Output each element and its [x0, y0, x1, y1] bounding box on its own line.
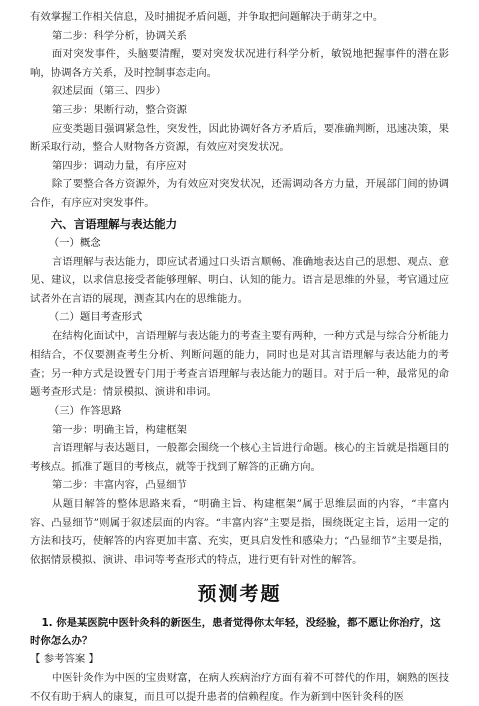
answer-label: 【 参考答案 】: [30, 653, 99, 666]
subsection-title: （三）作答思路: [48, 404, 122, 417]
step-heading: 第一步：明确主旨，构建框架: [51, 423, 187, 436]
subsection-title: （一）概念: [48, 236, 101, 249]
step-heading: 第二步：科学分析，协调关系: [51, 29, 187, 42]
paragraph: 从题目解答的整体思路来看，“明确主旨、构建框架”属于思维层面的内容，“丰富内容、凸显细节”则属于叙述层面的内容。“丰富内容”主要是指，围绕既定主旨，运用一定的方法和技巧，使解答的内容更加丰富、充实，更具启发性和感染力；“凸显细节”主要是指，依据情景模拟、演讲、串词等考查形式的特点，进行更有针对性的解答。: [30, 498, 449, 566]
section-title: 六、言语理解与表达能力: [50, 216, 178, 231]
paragraph: 应变类题目强调紧急性，突发性，因此协调好各方矛盾后，要准确判断，迅速决策，果断采取行动，整合人财物各方资源，有效应对突发状况。: [30, 122, 449, 154]
paragraph: 除了要整合各方资源外，为有效应对突发状况，还需调动各方力量，开展部门间的协调合作，有序应对突发事件。: [30, 178, 449, 209]
text-line: 有效掌握工作相关信息，及时捕捉矛盾问题，并争取把问题解决于萌芽之中。: [30, 11, 384, 23]
step-heading: 第四步：调动力量，有序应对: [51, 159, 187, 172]
subsection-title: （二）题目考查形式: [48, 311, 143, 324]
paragraph: 言语理解与表达能力，即应试者通过口头语言顺畅、准确地表达自己的思想、观点、意见、建议，以求信息接受者能够理解、明白、认知的能力。语言是思维的外显，考官通过应试者外在言语的展现，测查其内在的思维能力。: [30, 255, 449, 305]
answer-paragraph: 中医针灸作为中医的宝贵财富，在病人疾病治疗方面有着不可替代的作用，娴熟的医技不仅有助于病人的康复，而且可以提升患者的信赖程度。作为新到中医针灸科的医: [30, 672, 449, 703]
paragraph: 言语理解与表达题目，一般都会围绕一个核心主旨进行命题。核心的主旨就是指题目的考核点。抓准了题目的考核点，就等于找到了解答的正确方向。: [30, 442, 449, 473]
paragraph: 面对突发事件，头脑要清醒，要对突发状况进行科学分析，敏锐地把握事件的潜在影响，协调各方关系，及时控制事态走向。: [30, 48, 449, 79]
question: 1. 你是某医院中医针灸科的新医生，患者觉得你太年轻，没经验，都不愿让你治疗，这时你怎么办？: [30, 617, 441, 648]
predict-title: 预测考题: [197, 583, 282, 606]
level-heading: 叙述层面（第三、四步）: [51, 85, 167, 98]
paragraph: 在结构化面试中，言语理解与表达能力的考查主要有两种，一种方式是与综合分析能力相结合，不仅要测查考生分析、判断问题的能力，同时也是对其言语理解与表达能力的考查；另一种方式是设置专门用于考查言语理解与表达能力的题目。对于后一种，最常见的命题考查形式是：情景模拟、演讲和串词。: [30, 330, 449, 399]
step-heading: 第三步：果断行动，整合资源: [51, 103, 187, 116]
step-heading: 第二步：丰富内容，凸显细节: [51, 479, 187, 492]
